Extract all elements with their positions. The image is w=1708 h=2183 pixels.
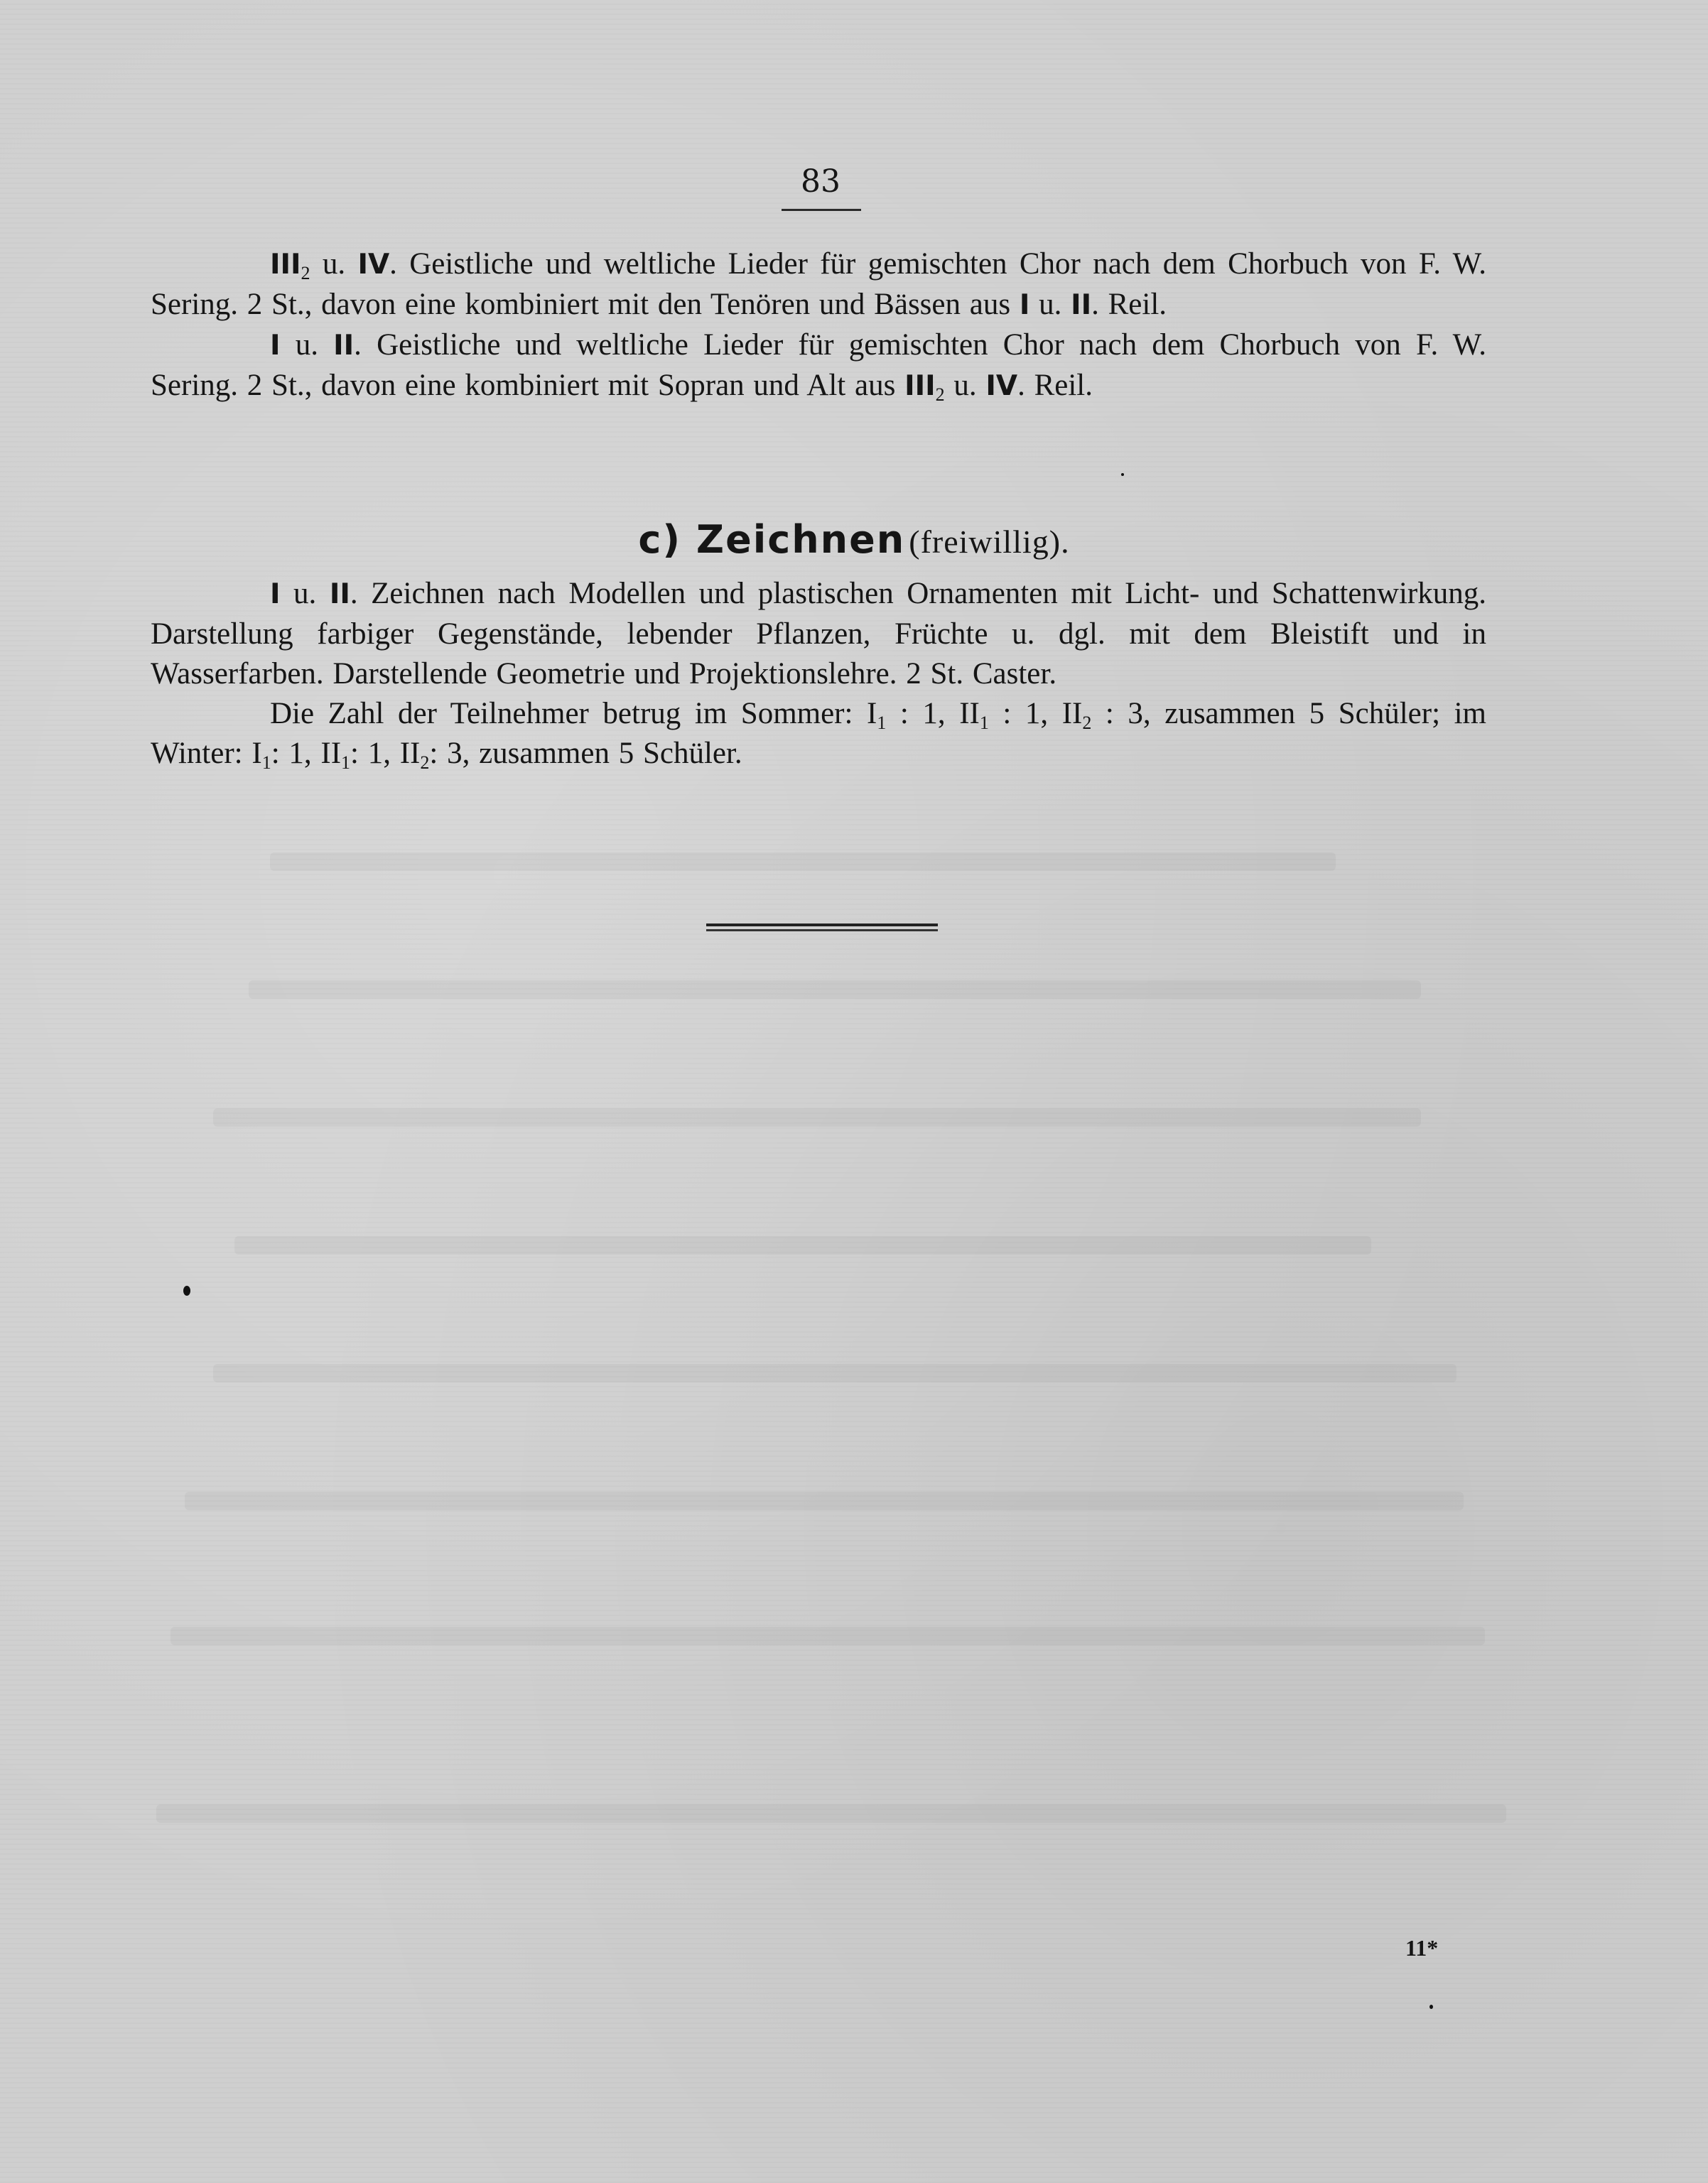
paragraph-text: . Geistliche und weltliche Lieder für gemischten Chor nach dem Chorbuch von F. W. Sering. 2 St., davon eine kombiniert mit den Tenören und Bässen aus <box>151 247 1486 321</box>
class-subscript: 1 <box>877 713 887 733</box>
class-label: I <box>1019 289 1030 321</box>
page-number: 83 <box>801 163 841 200</box>
paragraph-end: . Reil. <box>1091 288 1167 321</box>
ink-speck <box>1429 2005 1433 2009</box>
participants-text: Die Zahl der Teilnehmer betrug im Sommer: I <box>270 697 877 730</box>
class-subscript: 1 <box>261 752 271 773</box>
participants-text: : 1, II <box>350 737 421 770</box>
class-label: I <box>270 330 281 362</box>
section-end-rule <box>706 923 938 932</box>
paragraph-text: . Zeichnen nach Modellen und plastischen Ornamenten mit Licht- und Schattenwirkung. Darstellung farbiger Gegenstände, lebender Pflanzen, Früchte u. dgl. mit dem Bleistift und in Wasserfarben. Darstellende Geometrie und Projektionslehre. 2 St. Caster. <box>151 577 1486 690</box>
paragraph-choir-lower <box>151 325 1486 406</box>
class-join: u. <box>280 577 330 610</box>
ink-speck <box>183 1286 190 1296</box>
bleed-through-shadow <box>185 1492 1464 1510</box>
class-join: u. <box>944 369 986 402</box>
class-join: u. <box>280 328 334 362</box>
class-label: II <box>1071 289 1092 321</box>
class-label: III <box>904 370 936 402</box>
class-subscript: 2 <box>420 752 430 773</box>
participants-text: : 1, II <box>988 697 1083 730</box>
class-subscript: 2 <box>1082 713 1092 733</box>
class-join: u. <box>310 247 358 281</box>
section-heading <box>0 511 1708 578</box>
class-join: u. <box>1029 288 1071 321</box>
participants-text: : 1, II <box>271 737 342 770</box>
paragraph-end: . Reil. <box>1017 369 1093 402</box>
class-subscript: 2 <box>301 263 310 283</box>
class-subscript: 2 <box>935 384 945 405</box>
bleed-through-shadow <box>213 1108 1421 1127</box>
class-subscript: 1 <box>341 752 351 773</box>
class-label: I <box>270 578 281 610</box>
rule-line <box>706 923 938 926</box>
signature-mark: 11* <box>1405 1935 1439 1961</box>
page-number-underline <box>782 209 861 211</box>
participants-text: : 1, II <box>886 697 980 730</box>
participants-text: : 3, zusammen 5 Schüler. <box>429 737 742 770</box>
paragraph-choir-upper <box>151 244 1486 325</box>
bleed-through-shadow <box>270 852 1336 871</box>
class-label: III <box>270 249 301 281</box>
bleed-through-shadow <box>156 1804 1506 1823</box>
paragraph-text: . Geistliche und weltliche Lieder für gemischten Chor nach dem Chorbuch von F. W. Sering. 2 St., davon eine kombiniert mit Sopran und Alt aus <box>151 328 1486 402</box>
bleed-through-shadow <box>234 1236 1371 1255</box>
ink-speck <box>1121 473 1124 476</box>
section-subtitle: (freiwillig). <box>909 524 1070 560</box>
drawing-text-block <box>151 574 1486 774</box>
paragraph-participants <box>151 694 1486 774</box>
choir-text-block <box>151 244 1486 406</box>
bleed-through-shadow <box>249 980 1421 999</box>
class-label: IV <box>985 370 1018 402</box>
class-label: II <box>329 578 350 610</box>
class-label: II <box>333 330 355 362</box>
class-label: IV <box>357 249 390 281</box>
participants-text: : 3, zusammen 5 Schüler; im Winter: I <box>151 697 1486 770</box>
class-subscript: 1 <box>979 713 989 733</box>
rule-line <box>706 929 938 931</box>
section-title: c) Zeichnen <box>638 517 906 562</box>
paragraph-drawing-course <box>151 574 1486 694</box>
bleed-through-shadow <box>213 1364 1456 1382</box>
bleed-through-shadow <box>171 1627 1485 1645</box>
